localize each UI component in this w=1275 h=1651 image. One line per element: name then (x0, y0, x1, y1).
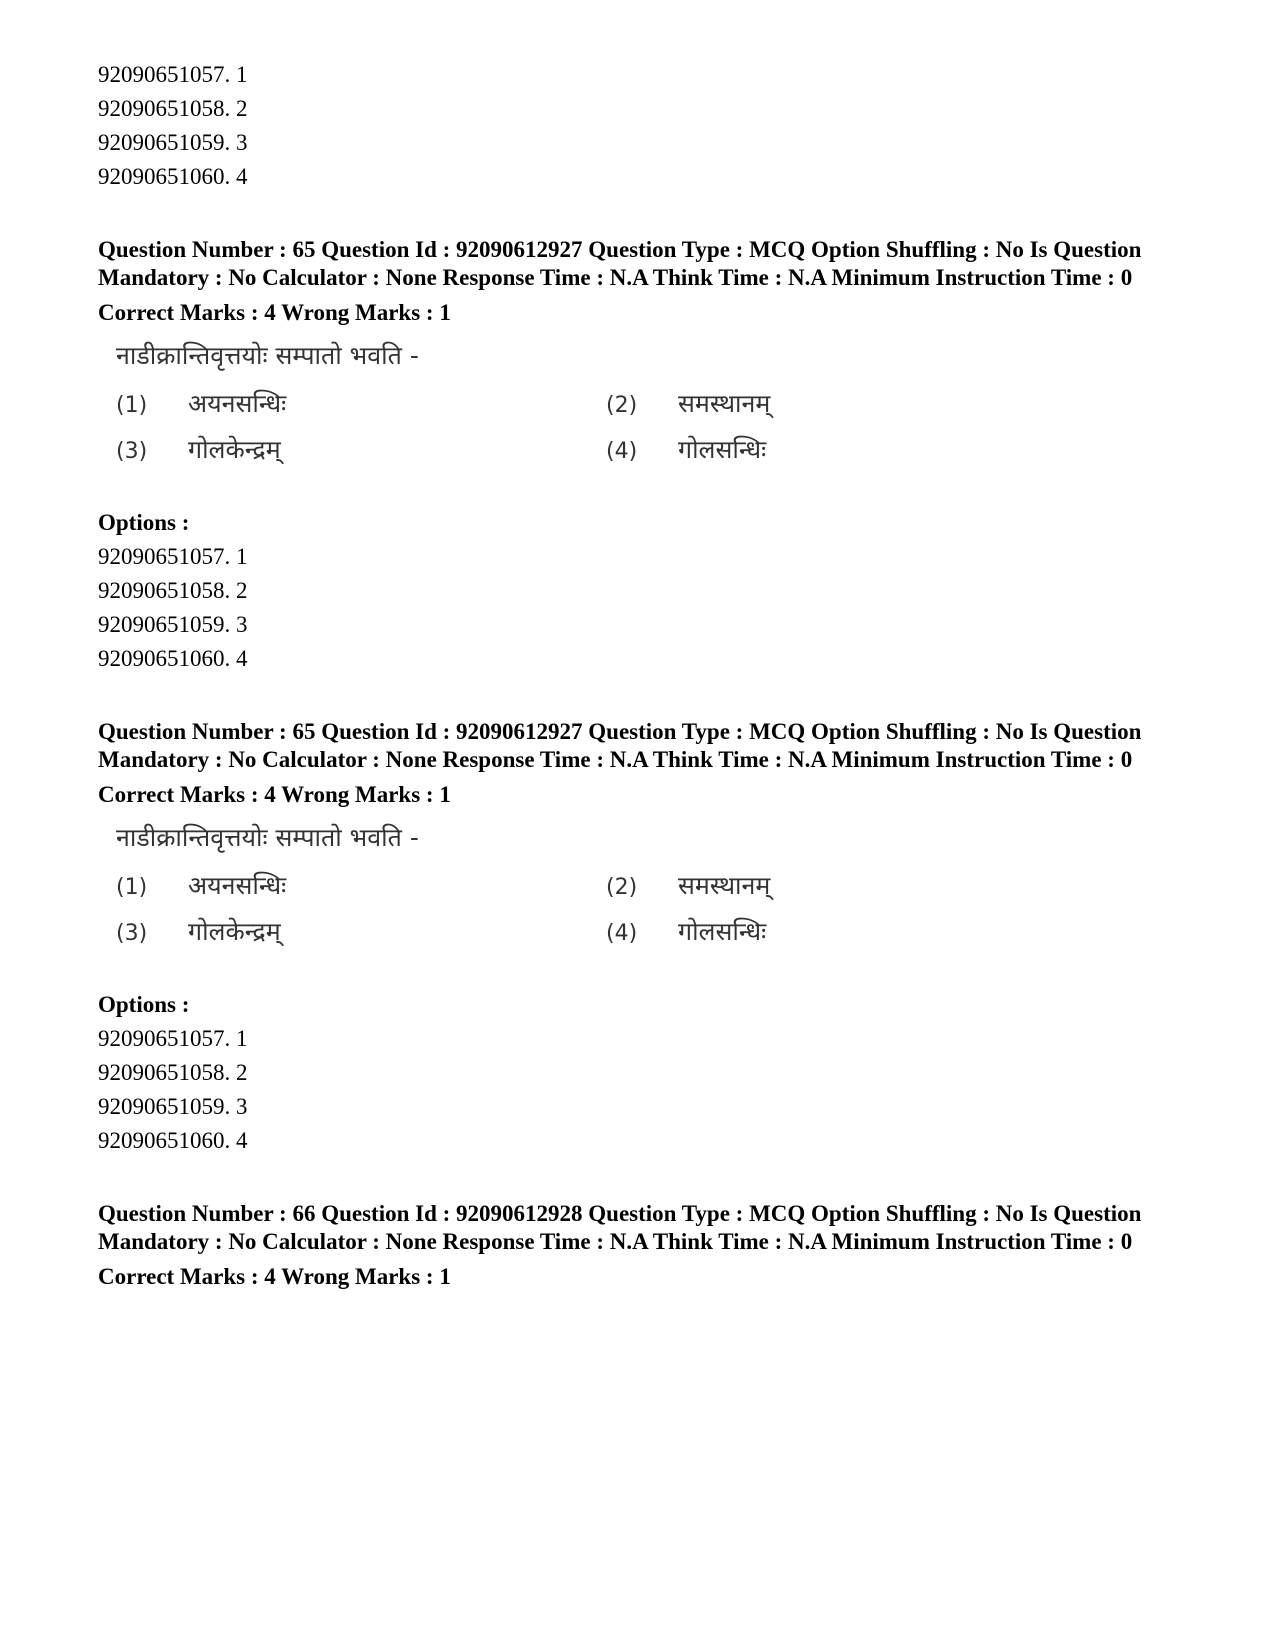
question-stem: नाडीक्रान्तिवृत्तयोः सम्पातो भवति - (116, 341, 419, 370)
option-line: 92090651059. 3 (98, 1094, 248, 1119)
choice-number: (2) (606, 393, 638, 418)
option-line: 92090651059. 3 (98, 130, 248, 155)
options-list (98, 1022, 1178, 1158)
question-block (98, 1200, 1178, 1294)
option-line: 92090651058. 2 (98, 578, 248, 603)
question-header: Question Number : 65 Question Id : 92090612927 Question Type : MCQ Option Shuffling : No Is Question Mandatory : No Calculator : None Response Time : N.A Think Time : N.A Minimum Instruction Time : 0 (98, 719, 1142, 772)
top-options-list (98, 58, 1178, 194)
choice-item (116, 914, 606, 952)
options-label: Options : (98, 992, 190, 1017)
choice-text: अयनसन्धिः (188, 389, 287, 418)
choice-number: (1) (116, 875, 148, 900)
choice-number: (4) (606, 439, 638, 464)
option-line: 92090651059. 3 (98, 612, 248, 637)
question-block (98, 236, 1178, 676)
choice-number: (2) (606, 875, 638, 900)
question-stem: नाडीक्रान्तिवृत्तयोः सम्पातो भवति - (116, 823, 419, 852)
question-marks: Correct Marks : 4 Wrong Marks : 1 (98, 300, 451, 325)
option-line: 92090651057. 1 (98, 62, 248, 87)
choice-item (116, 432, 606, 470)
choice-text: समस्थानम् (678, 389, 771, 418)
question-marks: Correct Marks : 4 Wrong Marks : 1 (98, 782, 451, 807)
spacer (98, 194, 1178, 236)
choice-text: समस्थानम् (678, 871, 771, 900)
choice-number: (3) (116, 439, 148, 464)
choice-text: अयनसन्धिः (188, 871, 287, 900)
question-block (98, 718, 1178, 1158)
option-line: 92090651060. 4 (98, 1128, 248, 1153)
question-choices (116, 386, 1178, 470)
choice-text: गोलकेन्द्रम् (188, 917, 281, 946)
option-line: 92090651058. 2 (98, 1060, 248, 1085)
question-marks: Correct Marks : 4 Wrong Marks : 1 (98, 1264, 451, 1289)
options-label: Options : (98, 510, 190, 535)
choice-text: गोलसन्धिः (678, 917, 767, 946)
choice-item (606, 868, 906, 906)
options-list (98, 540, 1178, 676)
document-page (98, 58, 1178, 1294)
choice-item (116, 868, 606, 906)
choice-number: (3) (116, 921, 148, 946)
choice-item (606, 914, 906, 952)
option-line: 92090651057. 1 (98, 1026, 248, 1051)
question-image (116, 818, 1178, 952)
choice-number: (4) (606, 921, 638, 946)
spacer (98, 676, 1178, 718)
choice-item (606, 432, 906, 470)
question-image (116, 336, 1178, 470)
question-header: Question Number : 66 Question Id : 92090612928 Question Type : MCQ Option Shuffling : No Is Question Mandatory : No Calculator : None Response Time : N.A Think Time : N.A Minimum Instruction Time : 0 (98, 1201, 1142, 1254)
option-line: 92090651060. 4 (98, 164, 248, 189)
spacer (98, 1158, 1178, 1200)
question-header: Question Number : 65 Question Id : 92090612927 Question Type : MCQ Option Shuffling : No Is Question Mandatory : No Calculator : None Response Time : N.A Think Time : N.A Minimum Instruction Time : 0 (98, 237, 1142, 290)
option-line: 92090651060. 4 (98, 646, 248, 671)
choice-text: गोलसन्धिः (678, 435, 767, 464)
question-choices (116, 868, 1178, 952)
choice-number: (1) (116, 393, 148, 418)
choice-item (116, 386, 606, 424)
option-line: 92090651058. 2 (98, 96, 248, 121)
choice-item (606, 386, 906, 424)
choice-text: गोलकेन्द्रम् (188, 435, 281, 464)
option-line: 92090651057. 1 (98, 544, 248, 569)
